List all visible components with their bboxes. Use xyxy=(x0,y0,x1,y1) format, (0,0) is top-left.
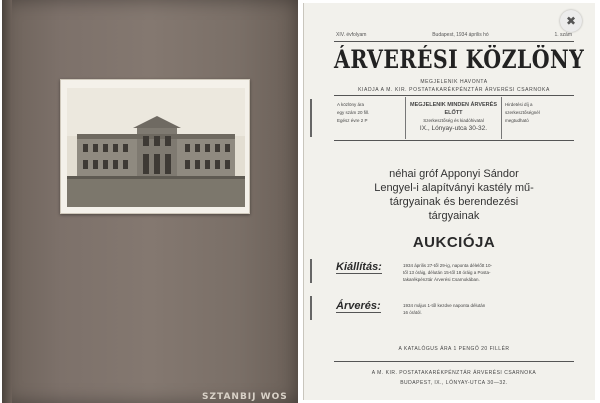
header-rule xyxy=(334,41,574,42)
book-cover-image xyxy=(2,0,298,403)
lead-text: néhai gróf Apponyi Sándor Lengyel-i alapítványi kastély mű- tárgyainak és berendezési tárgyainak xyxy=(374,168,534,222)
sale-label: Árverés: xyxy=(336,300,381,312)
sale-details: 1934 május 1-től kezdve naponta délután 16 órától. xyxy=(403,303,486,315)
margin-mark xyxy=(310,296,312,320)
issue-volume: XIV. évfolyam xyxy=(336,32,367,38)
info-publisher-box: MEGJELENIK MINDEN ÁRVERÉS ELŐTT Szerkesztőség és kiadóhivatal IX., Lónyay-utca 30-32. xyxy=(406,97,502,139)
auction-heading: AUKCIÓJA xyxy=(412,234,496,251)
masthead-subtitle-2: KIADJA A M. KIR. POSTATAKARÉKPÉNZTÁR ÁRVERÉSI CSARNOKA xyxy=(358,87,550,93)
document-page xyxy=(303,3,595,400)
book-spine-edge xyxy=(2,0,12,403)
masthead-title: ÁRVERÉSI KÖZLÖNY xyxy=(334,45,585,74)
issue-number: 1. szám xyxy=(554,32,572,38)
issue-date: Budapest, 1934 április hó xyxy=(432,32,489,38)
exhibit-label: Kiállítás: xyxy=(336,261,382,273)
footer-line-2: BUDAPEST, IX., LÓNYAY-UTCA 30—32. xyxy=(400,380,508,386)
footer-rule xyxy=(334,361,574,362)
info-price-box: A közlöny ára egy szám 20 fill. Egész évre 2 P xyxy=(334,97,406,139)
masthead-rule xyxy=(334,95,574,96)
info-ads-box: Hirdetési díj a szerkesztőségnél megtudható xyxy=(505,102,540,123)
footer-line-1: A M. KIR. POSTATAKARÉKPÉNZTÁR ÁRVERÉSI CSARNOKA xyxy=(371,370,537,376)
close-icon: ✖ xyxy=(565,14,577,28)
mansion-illustration-icon xyxy=(67,88,245,207)
cover-bottom-text: SZTANBIJ WOS xyxy=(202,392,288,402)
masthead-subtitle-1: MEGJELENIK HAVONTA xyxy=(420,79,488,85)
close-button[interactable] xyxy=(560,10,582,32)
issue-header xyxy=(336,32,572,38)
mansion-photo xyxy=(60,79,250,214)
catalog-price: A KATALÓGUS ÁRA 1 PENGŐ 20 FILLÉR xyxy=(398,346,510,352)
info-rule xyxy=(334,140,574,141)
margin-mark xyxy=(310,99,312,137)
margin-mark xyxy=(310,259,312,283)
info-row xyxy=(334,97,574,139)
exhibit-details: 1934 április 27-től 29-ig, naponta délelőtt 10- től 13 óráig, délután 15-től 18 óráig a Posta- takarékpénztár Árverési Csarnokában. xyxy=(403,263,493,282)
